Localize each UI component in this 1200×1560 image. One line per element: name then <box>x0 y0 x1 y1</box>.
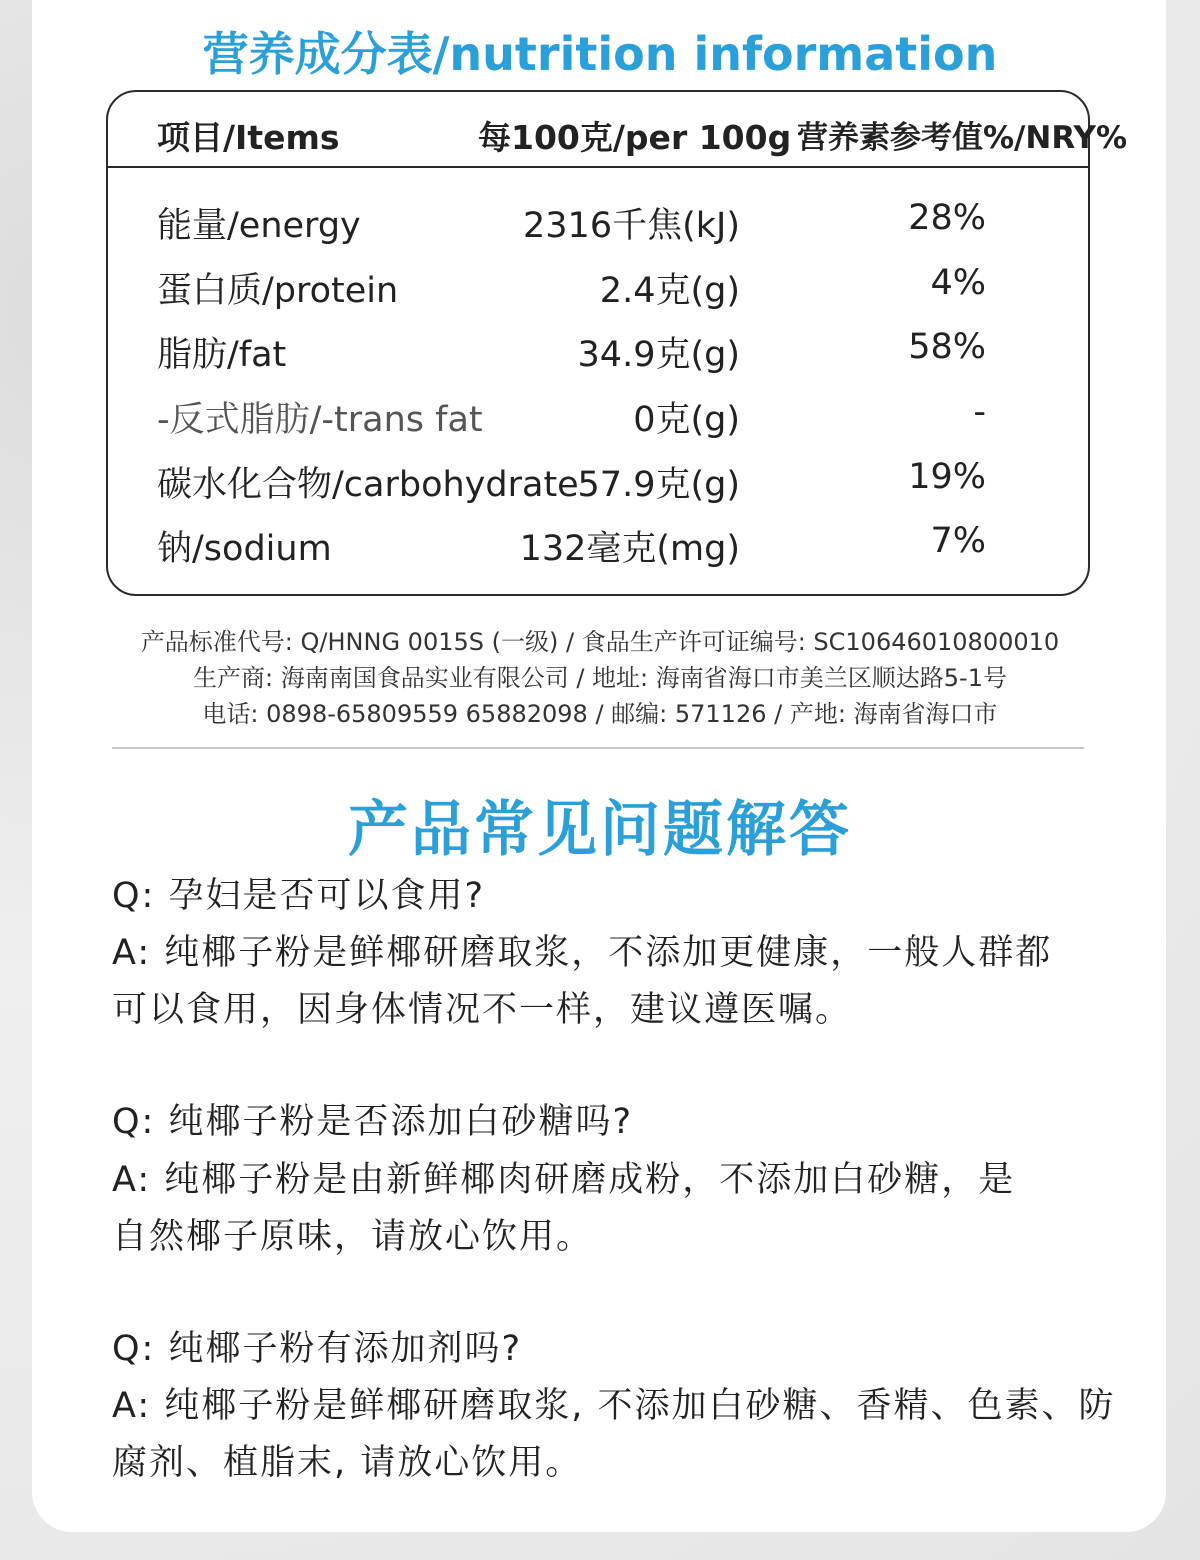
faq-title: 产品常见问题解答 <box>348 795 852 865</box>
row-nrv: 19% <box>908 457 986 497</box>
row-name: 蛋白质/protein <box>157 271 399 311</box>
section-divider <box>112 747 1084 749</box>
row-name: 脂肪/fat <box>157 335 287 375</box>
row-amount: 2316千焦(kJ) <box>523 206 740 246</box>
row-amount: 132毫克(mg) <box>519 529 740 569</box>
table-row <box>0 521 1200 571</box>
row-nrv: 7% <box>930 521 986 561</box>
header-nrv: 营养素参考值%/NRY% <box>797 120 1128 156</box>
faq-answer-line: 自然椰子原味，请放心饮用。 <box>112 1217 594 1257</box>
table-row <box>0 263 1200 313</box>
table-row <box>0 327 1200 377</box>
nutrition-title: 营养成分表/nutrition information <box>202 27 998 81</box>
row-name: -反式脂肪/-trans fat <box>157 400 483 440</box>
table-row <box>0 457 1200 507</box>
row-nrv: 58% <box>908 327 986 367</box>
row-nrv: 28% <box>908 198 986 238</box>
table-header-divider <box>106 166 1090 168</box>
header-item: 项目/Items <box>157 118 340 157</box>
contact-info: 电话: 0898-65809559 65882098 / 邮编: 571126 / 产地: 海南省海口市 <box>202 700 998 728</box>
row-name: 碳水化合物/carbohydrate <box>157 465 579 505</box>
row-amount: 0克(g) <box>633 400 740 440</box>
product-standard-info: 产品标准代号: Q/HNNG 0015S (一级) / 食品生产许可证编号: SC10646010800010 <box>140 628 1060 656</box>
row-amount: 57.9克(g) <box>577 465 740 505</box>
row-name: 钠/sodium <box>157 529 332 569</box>
faq-question: Q: 纯椰子粉有添加剂吗? <box>112 1329 523 1369</box>
faq-answer-line: A: 纯椰子粉是鲜椰研磨取浆, 不添加白砂糖、香精、色素、防 <box>112 1386 1116 1426</box>
faq-answer-line: A: 纯椰子粉是由新鲜椰肉研磨成粉，不添加白砂糖，是 <box>112 1160 1016 1200</box>
faq-answer-line: 腐剂、植脂末, 请放心饮用。 <box>112 1443 583 1483</box>
table-row <box>0 198 1200 248</box>
header-per100g: 每100克/per 100g <box>478 118 792 157</box>
faq-answer-line: 可以食用，因身体情况不一样，建议遵医嘱。 <box>112 990 853 1030</box>
row-nrv: - <box>973 392 986 432</box>
faq-question: Q: 孕妇是否可以食用? <box>112 876 486 916</box>
row-amount: 2.4克(g) <box>599 271 740 311</box>
table-row <box>0 392 1200 442</box>
row-name: 能量/energy <box>157 206 361 246</box>
faq-answer-line: A: 纯椰子粉是鲜椰研磨取浆，不添加更健康，一般人群都 <box>112 933 1053 973</box>
row-amount: 34.9克(g) <box>577 335 740 375</box>
manufacturer-info: 生产商: 海南南国食品实业有限公司 / 地址: 海南省海口市美兰区顺达路5-1号 <box>193 664 1007 692</box>
faq-question: Q: 纯椰子粉是否添加白砂糖吗? <box>112 1102 634 1142</box>
row-nrv: 4% <box>930 263 986 303</box>
